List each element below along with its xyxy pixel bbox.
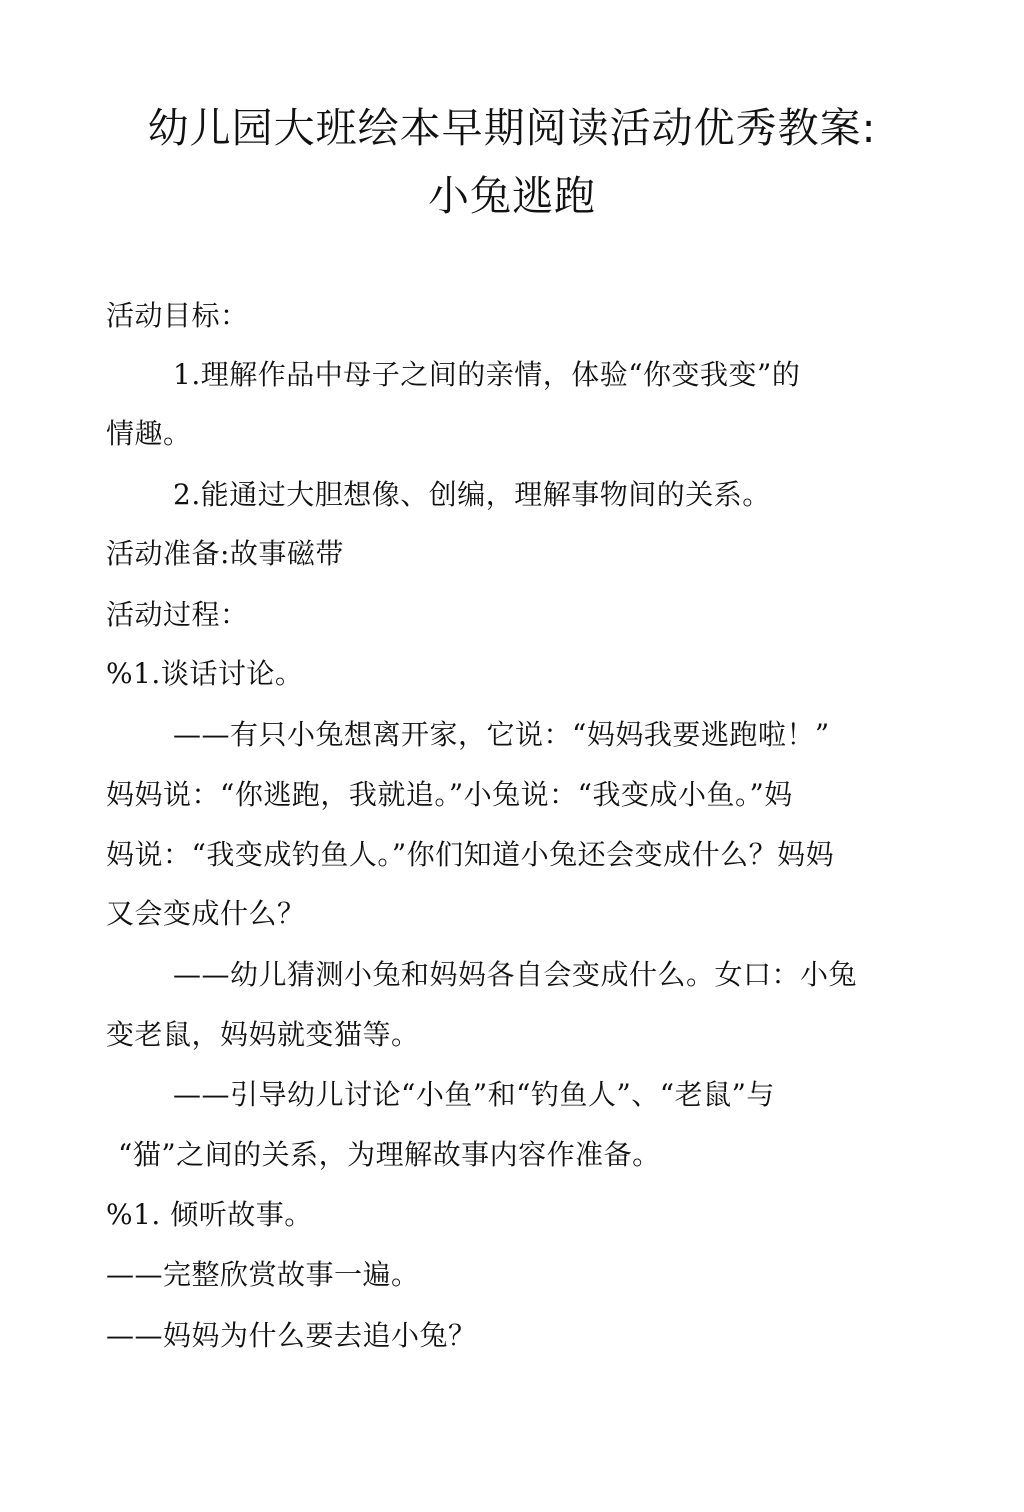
- goal-item-1: 1.理解作品中母子之间的亲情，体验“你变我变”的: [173, 358, 801, 391]
- paragraph-line: 又会变成什么？: [106, 897, 306, 930]
- section-heading-process: 活动过程：: [106, 598, 249, 631]
- process-step-2: %1. 倾听故事。: [106, 1198, 313, 1231]
- paragraph-line: “猫”之间的关系，为理解故事内容作准备。: [118, 1138, 661, 1171]
- paragraph-line: ——幼儿猜测小兔和妈妈各自会变成什么。女口：小兔: [173, 958, 858, 991]
- paragraph-line: ——妈妈为什么要去追小兔？: [106, 1319, 477, 1352]
- goal-item-1-continued: 情趣。: [106, 417, 192, 450]
- section-heading-preparation: 活动准备:故事磁带: [106, 537, 344, 570]
- paragraph-line: 变老鼠，妈妈就变猫等。: [106, 1018, 420, 1051]
- section-heading-goals: 活动目标：: [106, 299, 249, 332]
- paragraph-line: 妈妈说：“你逃跑，我就追。”小兔说：“我变成小鱼。”妈: [106, 778, 793, 811]
- paragraph-line: ——完整欣赏故事一遍。: [106, 1258, 420, 1291]
- document-title-line-1: 幼儿园大班绘本早期阅读活动优秀教案:: [147, 104, 877, 152]
- goal-item-2: 2.能通过大胆想像、创编，理解事物间的关系。: [173, 478, 771, 511]
- document-title-line-2: 小兔逃跑: [428, 172, 596, 220]
- process-step-1: %1.谈话讨论。: [106, 657, 304, 690]
- paragraph-line: ——有只小兔想离开家，它说：“妈妈我要逃跑啦！”: [173, 718, 830, 751]
- paragraph-line: ——引导幼儿讨论“小鱼”和“钓鱼人”、“老鼠”与: [173, 1078, 775, 1111]
- paragraph-line: 妈说：“我变成钓鱼人。”你们知道小兔还会变成什么？妈妈: [106, 838, 835, 871]
